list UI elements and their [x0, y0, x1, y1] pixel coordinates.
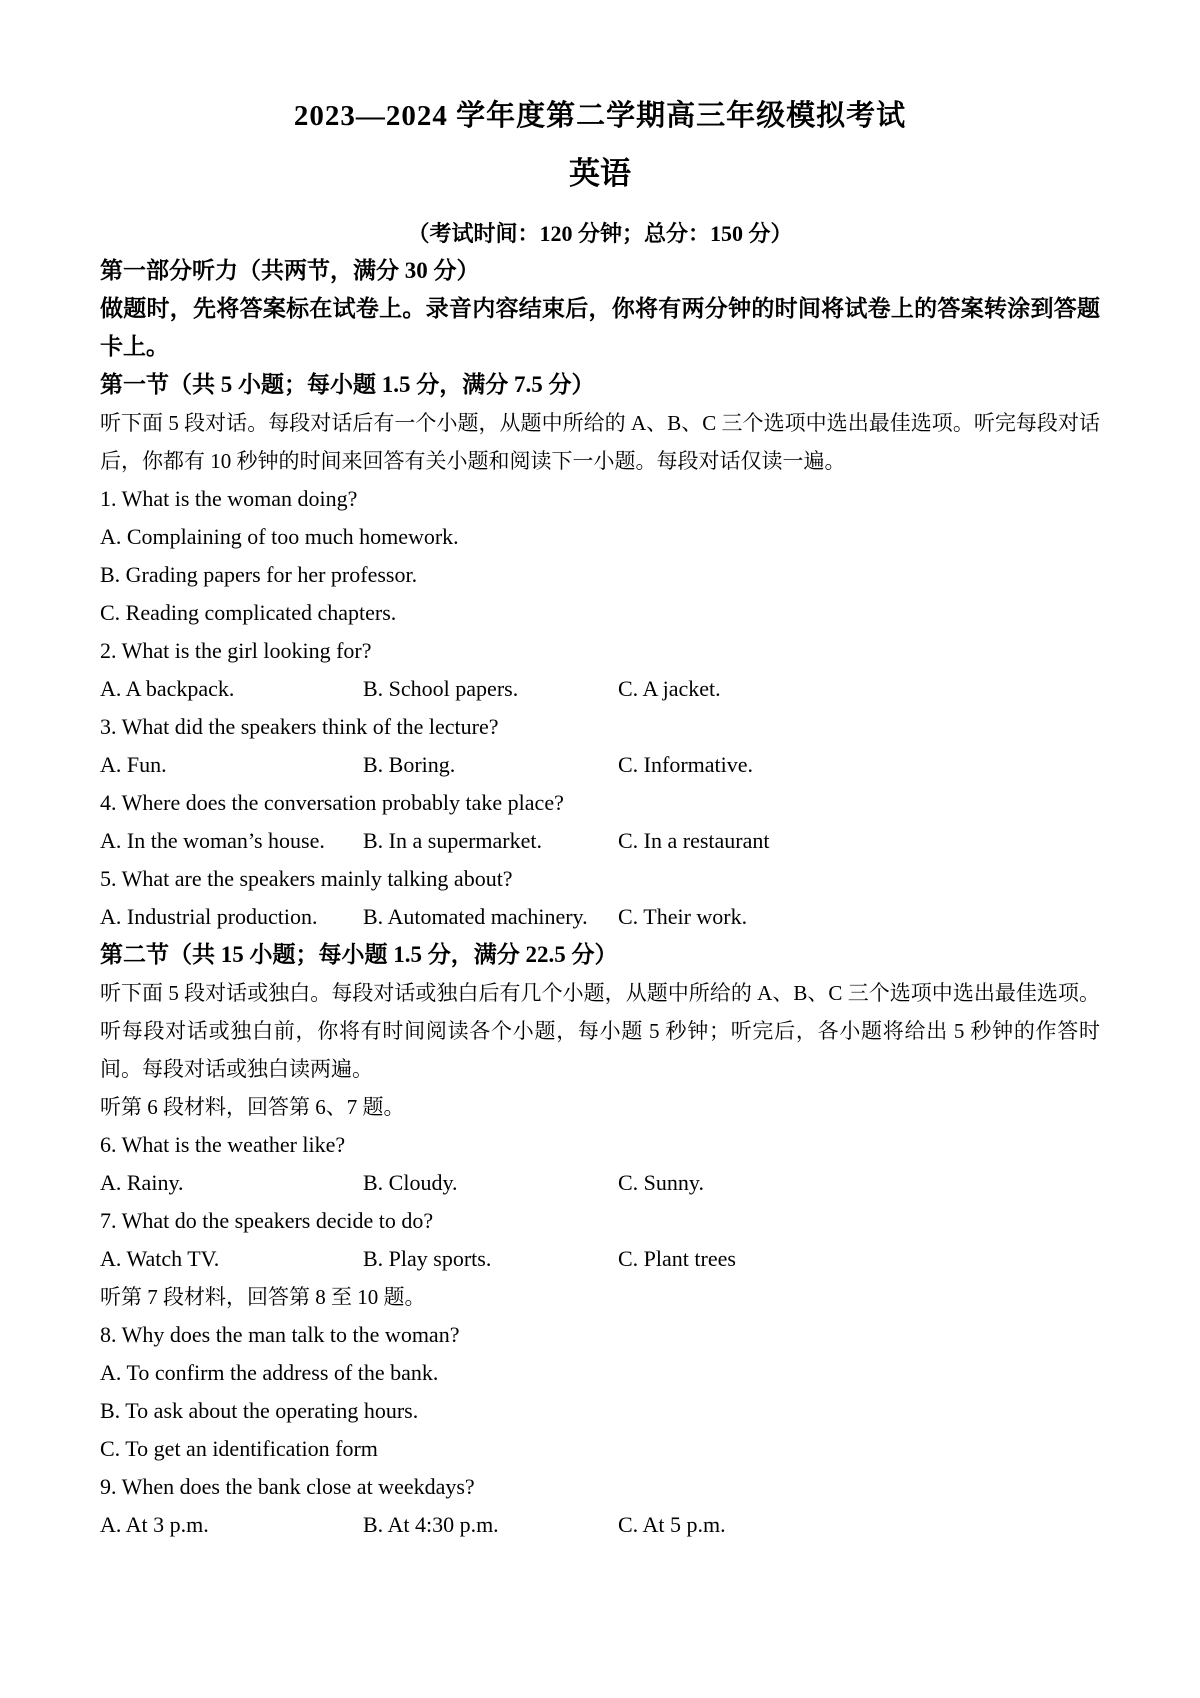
question-1-option-a: A. Complaining of too much homework.: [100, 524, 459, 549]
question-8: [100, 1316, 1100, 1468]
material-6-note: 听第 6 段材料，回答第 6、7 题。: [100, 1095, 405, 1119]
question-5-option-c: C. Their work.: [618, 904, 748, 929]
question-8-option-a: A. To confirm the address of the bank.: [100, 1360, 439, 1385]
question-1-option-b: B. Grading papers for her professor.: [100, 562, 418, 587]
part1-answer-note: 做题时，先将答案标在试卷上。录音内容结束后，你将有两分钟的时间将试卷上的答案转涂到答题卡上。: [100, 296, 1100, 359]
section2-heading: 第二节（共 15 小题；每小题 1.5 分，满分 22.5 分）: [100, 942, 618, 967]
question-7: [100, 1202, 1100, 1278]
question-4: [100, 784, 1100, 860]
question-9-option-a: A. At 3 p.m.: [100, 1512, 209, 1537]
question-8-option-b: B. To ask about the operating hours.: [100, 1398, 419, 1423]
question-1: [100, 480, 1100, 632]
question-1-option-c: C. Reading complicated chapters.: [100, 600, 397, 625]
question-3: [100, 708, 1100, 784]
question-9-option-b: B. At 4:30 p.m.: [363, 1512, 499, 1537]
question-9-text: 9. When does the bank close at weekdays?: [100, 1474, 475, 1499]
exam-time-score-info: （考试时间：120 分钟；总分：150 分）: [407, 221, 793, 246]
question-8-option-c: C. To get an identification form: [100, 1436, 378, 1461]
question-2-option-a: A. A backpack.: [100, 676, 235, 701]
question-3-option-a: A. Fun.: [100, 752, 167, 777]
question-4-options: [100, 822, 1100, 860]
question-2-options: [100, 670, 1100, 708]
question-7-option-a: A. Watch TV.: [100, 1246, 220, 1271]
section1-instructions: 听下面 5 段对话。每段对话后有一个小题，从题中所给的 A、B、C 三个选项中选出最佳选项。听完每段对话后，你都有 10 秒钟的时间来回答有关小题和阅读下一小题。每段对话仅读一遍。: [100, 411, 1100, 473]
question-5: [100, 860, 1100, 936]
question-4-text: 4. Where does the conversation probably take place?: [100, 790, 564, 815]
question-3-option-c: C. Informative.: [618, 752, 754, 777]
question-2: [100, 632, 1100, 708]
exam-title: 2023—2024 学年度第二学期高三年级模拟考试: [293, 100, 907, 132]
question-6-options: [100, 1164, 1100, 1202]
question-3-text: 3. What did the speakers think of the lecture?: [100, 714, 499, 739]
material-7-note: 听第 7 段材料，回答第 8 至 10 题。: [100, 1285, 426, 1309]
question-7-options: [100, 1240, 1100, 1278]
question-6: [100, 1126, 1100, 1202]
question-2-option-b: B. School papers.: [363, 676, 519, 701]
question-3-options: [100, 746, 1100, 784]
question-6-option-c: C. Sunny.: [618, 1170, 704, 1195]
part1-heading: 第一部分听力（共两节，满分 30 分）: [100, 258, 480, 283]
question-7-text: 7. What do the speakers decide to do?: [100, 1208, 434, 1233]
question-9-options: [100, 1506, 1100, 1544]
question-5-text: 5. What are the speakers mainly talking about?: [100, 866, 513, 891]
question-4-option-a: A. In the woman’s house.: [100, 828, 325, 853]
question-9-option-c: C. At 5 p.m.: [618, 1512, 726, 1537]
question-4-option-b: B. In a supermarket.: [363, 828, 542, 853]
question-8-text: 8. Why does the man talk to the woman?: [100, 1322, 460, 1347]
question-6-option-a: A. Rainy.: [100, 1170, 184, 1195]
exam-subject: 英语: [569, 156, 631, 191]
question-5-options: [100, 898, 1100, 936]
question-7-option-b: B. Play sports.: [363, 1246, 492, 1271]
question-2-text: 2. What is the girl looking for?: [100, 638, 372, 663]
question-3-option-b: B. Boring.: [363, 752, 456, 777]
question-7-option-c: C. Plant trees: [618, 1246, 736, 1271]
question-2-option-c: C. A jacket.: [618, 676, 721, 701]
question-6-text: 6. What is the weather like?: [100, 1132, 346, 1157]
question-5-option-a: A. Industrial production.: [100, 904, 318, 929]
question-9: [100, 1468, 1100, 1544]
question-4-option-c: C. In a restaurant: [618, 828, 770, 853]
question-1-text: 1. What is the woman doing?: [100, 486, 358, 511]
section2-instructions: 听下面 5 段对话或独白。每段对话或独白后有几个小题，从题中所给的 A、B、C 三个选项中选出最佳选项。听每段对话或独白前，你将有时间阅读各个小题，每小题 5 秒钟；听完后，各小题将给出 5 秒钟的作答时间。每段对话或独白读两遍。: [100, 981, 1100, 1081]
question-6-option-b: B. Cloudy.: [363, 1170, 458, 1195]
section1-heading: 第一节（共 5 小题；每小题 1.5 分，满分 7.5 分）: [100, 372, 595, 397]
question-5-option-b: B. Automated machinery.: [363, 904, 588, 929]
